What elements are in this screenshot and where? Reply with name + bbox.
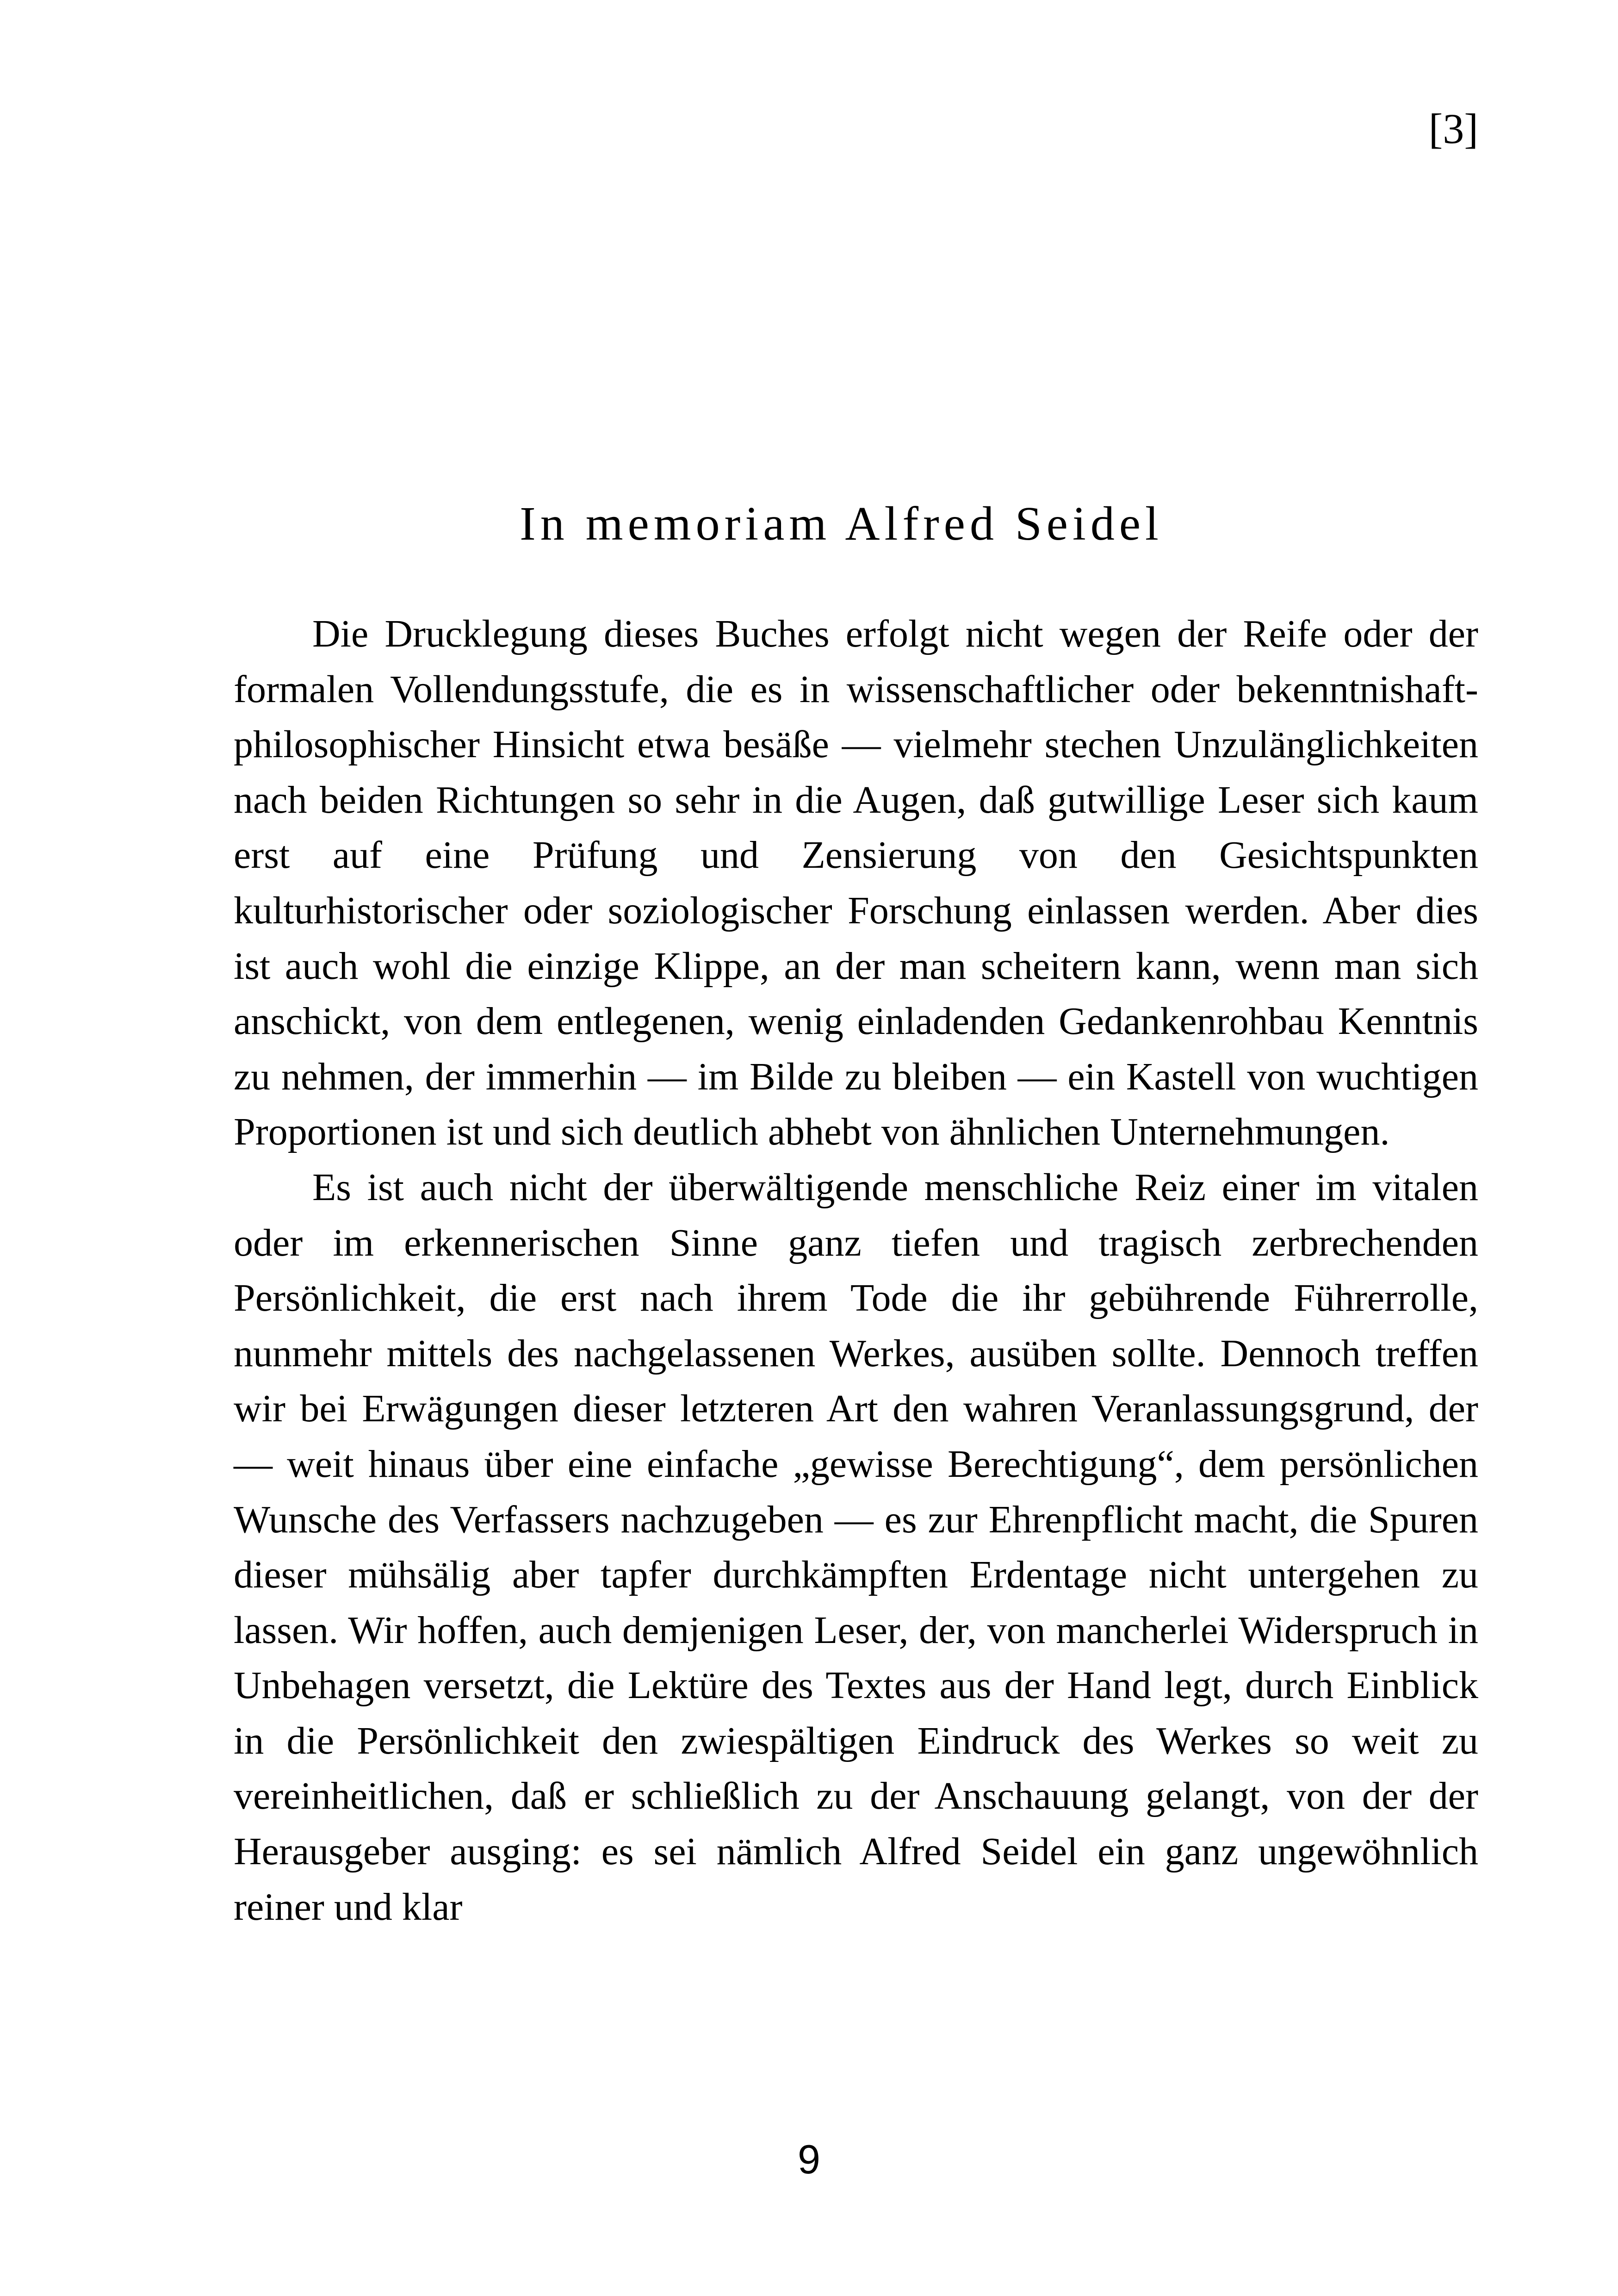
paragraph: Es ist auch nicht der überwältigende menschliche Reiz einer im vitalen oder im erkennerischen Sinne ganz tiefen und tragisch zerbrechenden Persönlichkeit, die erst nach ihrem Tode die ihr gebührende Führerrolle, nunmehr mittels des nachgelassenen Werkes, ausüben sollte. Dennoch treffen wir bei Erwägungen dieser letzteren Art den wahren Veranlassungsgrund, der — weit hinaus über eine einfache „gewisse Berechtigung“, dem persönlichen Wunsche des Verfassers nachzugeben — es zur Ehrenpflicht macht, die Spuren dieser mühsälig aber tapfer durchkämpften Erdentage nicht untergehen zu lassen. Wir hoffen, auch demjenigen Leser, der, von mancherlei Widerspruch in Unbehagen versetzt, die Lektüre des Textes aus der Hand legt, durch Einblick in die Persönlichkeit den zwiespältigen Eindruck des Werkes so weit zu vereinheitlichen, daß er schließlich zu der Anschauung gelangt, von der der Herausgeber ausging: es sei nämlich Alfred Seidel ein ganz ungewöhnlich reiner und klar (234, 1165, 1478, 1929)
body-text (234, 606, 1478, 1935)
paragraph: Die Drucklegung dieses Buches erfolgt nicht wegen der Reife oder der formalen Vollendungsstufe, die es in wissenschaftlicher oder bekenntnishaft-philosophischer Hinsicht etwa besäße — vielmehr stechen Unzulänglichkeiten nach beiden Richtungen so sehr in die Augen, daß gutwillige Leser sich kaum erst auf eine Prüfung und Zensierung von den Gesichtspunkten kulturhistorischer oder soziologischer Forschung einlassen werden. Aber dies ist auch wohl die einzige Klippe, an der man scheitern kann, wenn man sich anschickt, von dem entlegenen, wenig einladenden Gedankenrohbau Kenntnis zu nehmen, der immerhin — im Bilde zu bleiben — ein Kastell von wuchtigen Proportionen ist und sich deutlich abhebt von ähnlichen Unternehmungen. (234, 612, 1478, 1154)
page-number: 9 (798, 2136, 820, 2182)
bracketed-page-number: [3] (1428, 105, 1478, 152)
chapter-title: In memoriam Alfred Seidel (520, 497, 1163, 550)
